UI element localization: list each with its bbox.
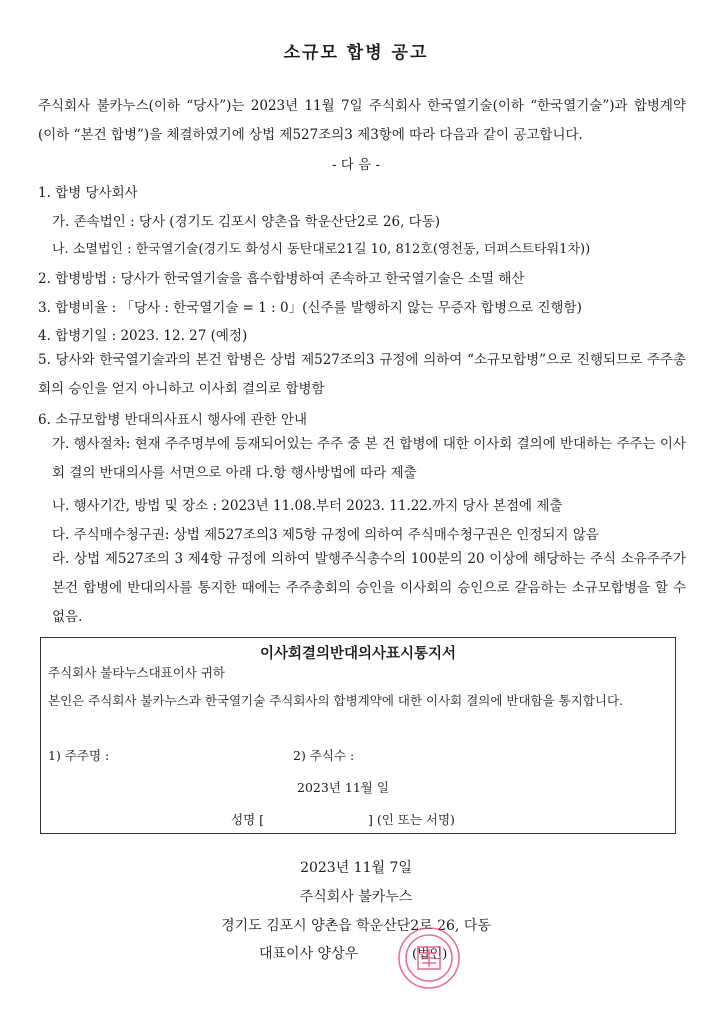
footer-ceo: 대표이사 양상우 [259,946,359,962]
signature-close: ] (인 또는 서명) [368,812,455,827]
item-6: 6. 소규모합병 반대의사표시 행사에 관한 안내 [38,412,308,428]
footer-seal-mark: (법인) [412,947,448,962]
item-4: 4. 합병기일 : 2023. 12. 27 (예정) [38,328,248,344]
item-6a-text: 가. 행사절차: 현재 주주명부에 등재되어있는 주주 중 본 건 합병에 대한 이사회 결의에 반대하는 주주는 이사회 결의 반대의사를 서면으로 아래 다.항 행사방법에 따라 제출 [52,436,686,481]
footer-address: 경기도 김포시 양촌읍 학운산단2로 26, 다동 [221,918,491,934]
item-6d: 라. 상법 제527조의 3 제4항 규정에 의하여 발행주식총수의 100분의 20 이상에 해당하는 주식 소유주주가 본건 합병에 반대의사를 통지한 때에는 주주총회의 승인을 이사회의 승인으로 갈음하는 소규모합병을 할 수 없음. [52,551,686,625]
footer-date: 2023년 11월 7일 [300,860,412,876]
notice-intro: 주식회사 불카누스(이하 “당사”)는 2023년 11월 7일 주식회사 한국열기술(이하 “한국열기술”)과 합병계약(이하 “본건 합병”)을 체결하였기에 상법 제527조의3 제3항에 따라 다음과 같이 공고합니다. [38,98,686,143]
item-1b: 나. 소멸법인 : 한국열기술(경기도 화성시 동탄대로21길 10, 812호(영천동, 더퍼스트타워1차)) [52,242,591,257]
form-date-line: 2023년 11월 일 [297,780,389,795]
item-2: 2. 합병방법 : 당사가 한국열기술을 흡수합병하여 존속하고 한국열기술은 소멸 해산 [38,271,525,287]
item-1a: 가. 존속법인 : 당사 (경기도 김포시 양촌읍 학운산단2로 26, 다동) [52,214,440,230]
item-5: 5. 당사와 한국열기술과의 본건 합병은 상법 제527조의3 규정에 의하여 “소규모합병”으로 진행되므로 주주총회의 승인을 얻지 아니하고 이사회 결의로 합병함 [38,352,686,397]
notice-subtitle: - 다 음 - [331,157,381,173]
form-addressee: 주식회사 불타누스대표이사 귀하 [48,665,225,680]
share-count-label: 2) 주식수 : [293,748,355,763]
shareholder-name-label: 1) 주주명 : [48,748,110,763]
item-6c: 다. 주식매수청구권: 상법 제527조의3 제5항 규정에 의하여 주식매수청구권은 인정되지 않음 [52,527,599,543]
signature-label: 성명 [ [231,812,265,827]
form-title: 이사회결의반대의사표시통지서 [259,645,457,662]
item-1: 1. 합병 당사회사 [38,185,138,201]
item-6b: 나. 행사기간, 방법 및 장소 : 2023년 11.08.부터 2023. 11.22.까지 당사 본점에 제출 [52,498,563,514]
footer-company: 주식회사 불카누스 [299,889,413,905]
item-3: 3. 합병비율 : 「당사 : 한국열기술 = 1 : 0」(신주를 발행하지 않는 무증자 합병으로 진행함) [38,300,582,316]
objection-form [40,637,676,834]
form-body: 본인은 주식회사 불카누스과 한국열기술 주식회사의 합병계약에 대한 이사회 결의에 반대함을 통지합니다. [48,693,624,708]
item-6a [52,430,686,488]
company-seal-icon [396,925,462,991]
notice-title: 소규모 합병 공고 [283,43,429,63]
